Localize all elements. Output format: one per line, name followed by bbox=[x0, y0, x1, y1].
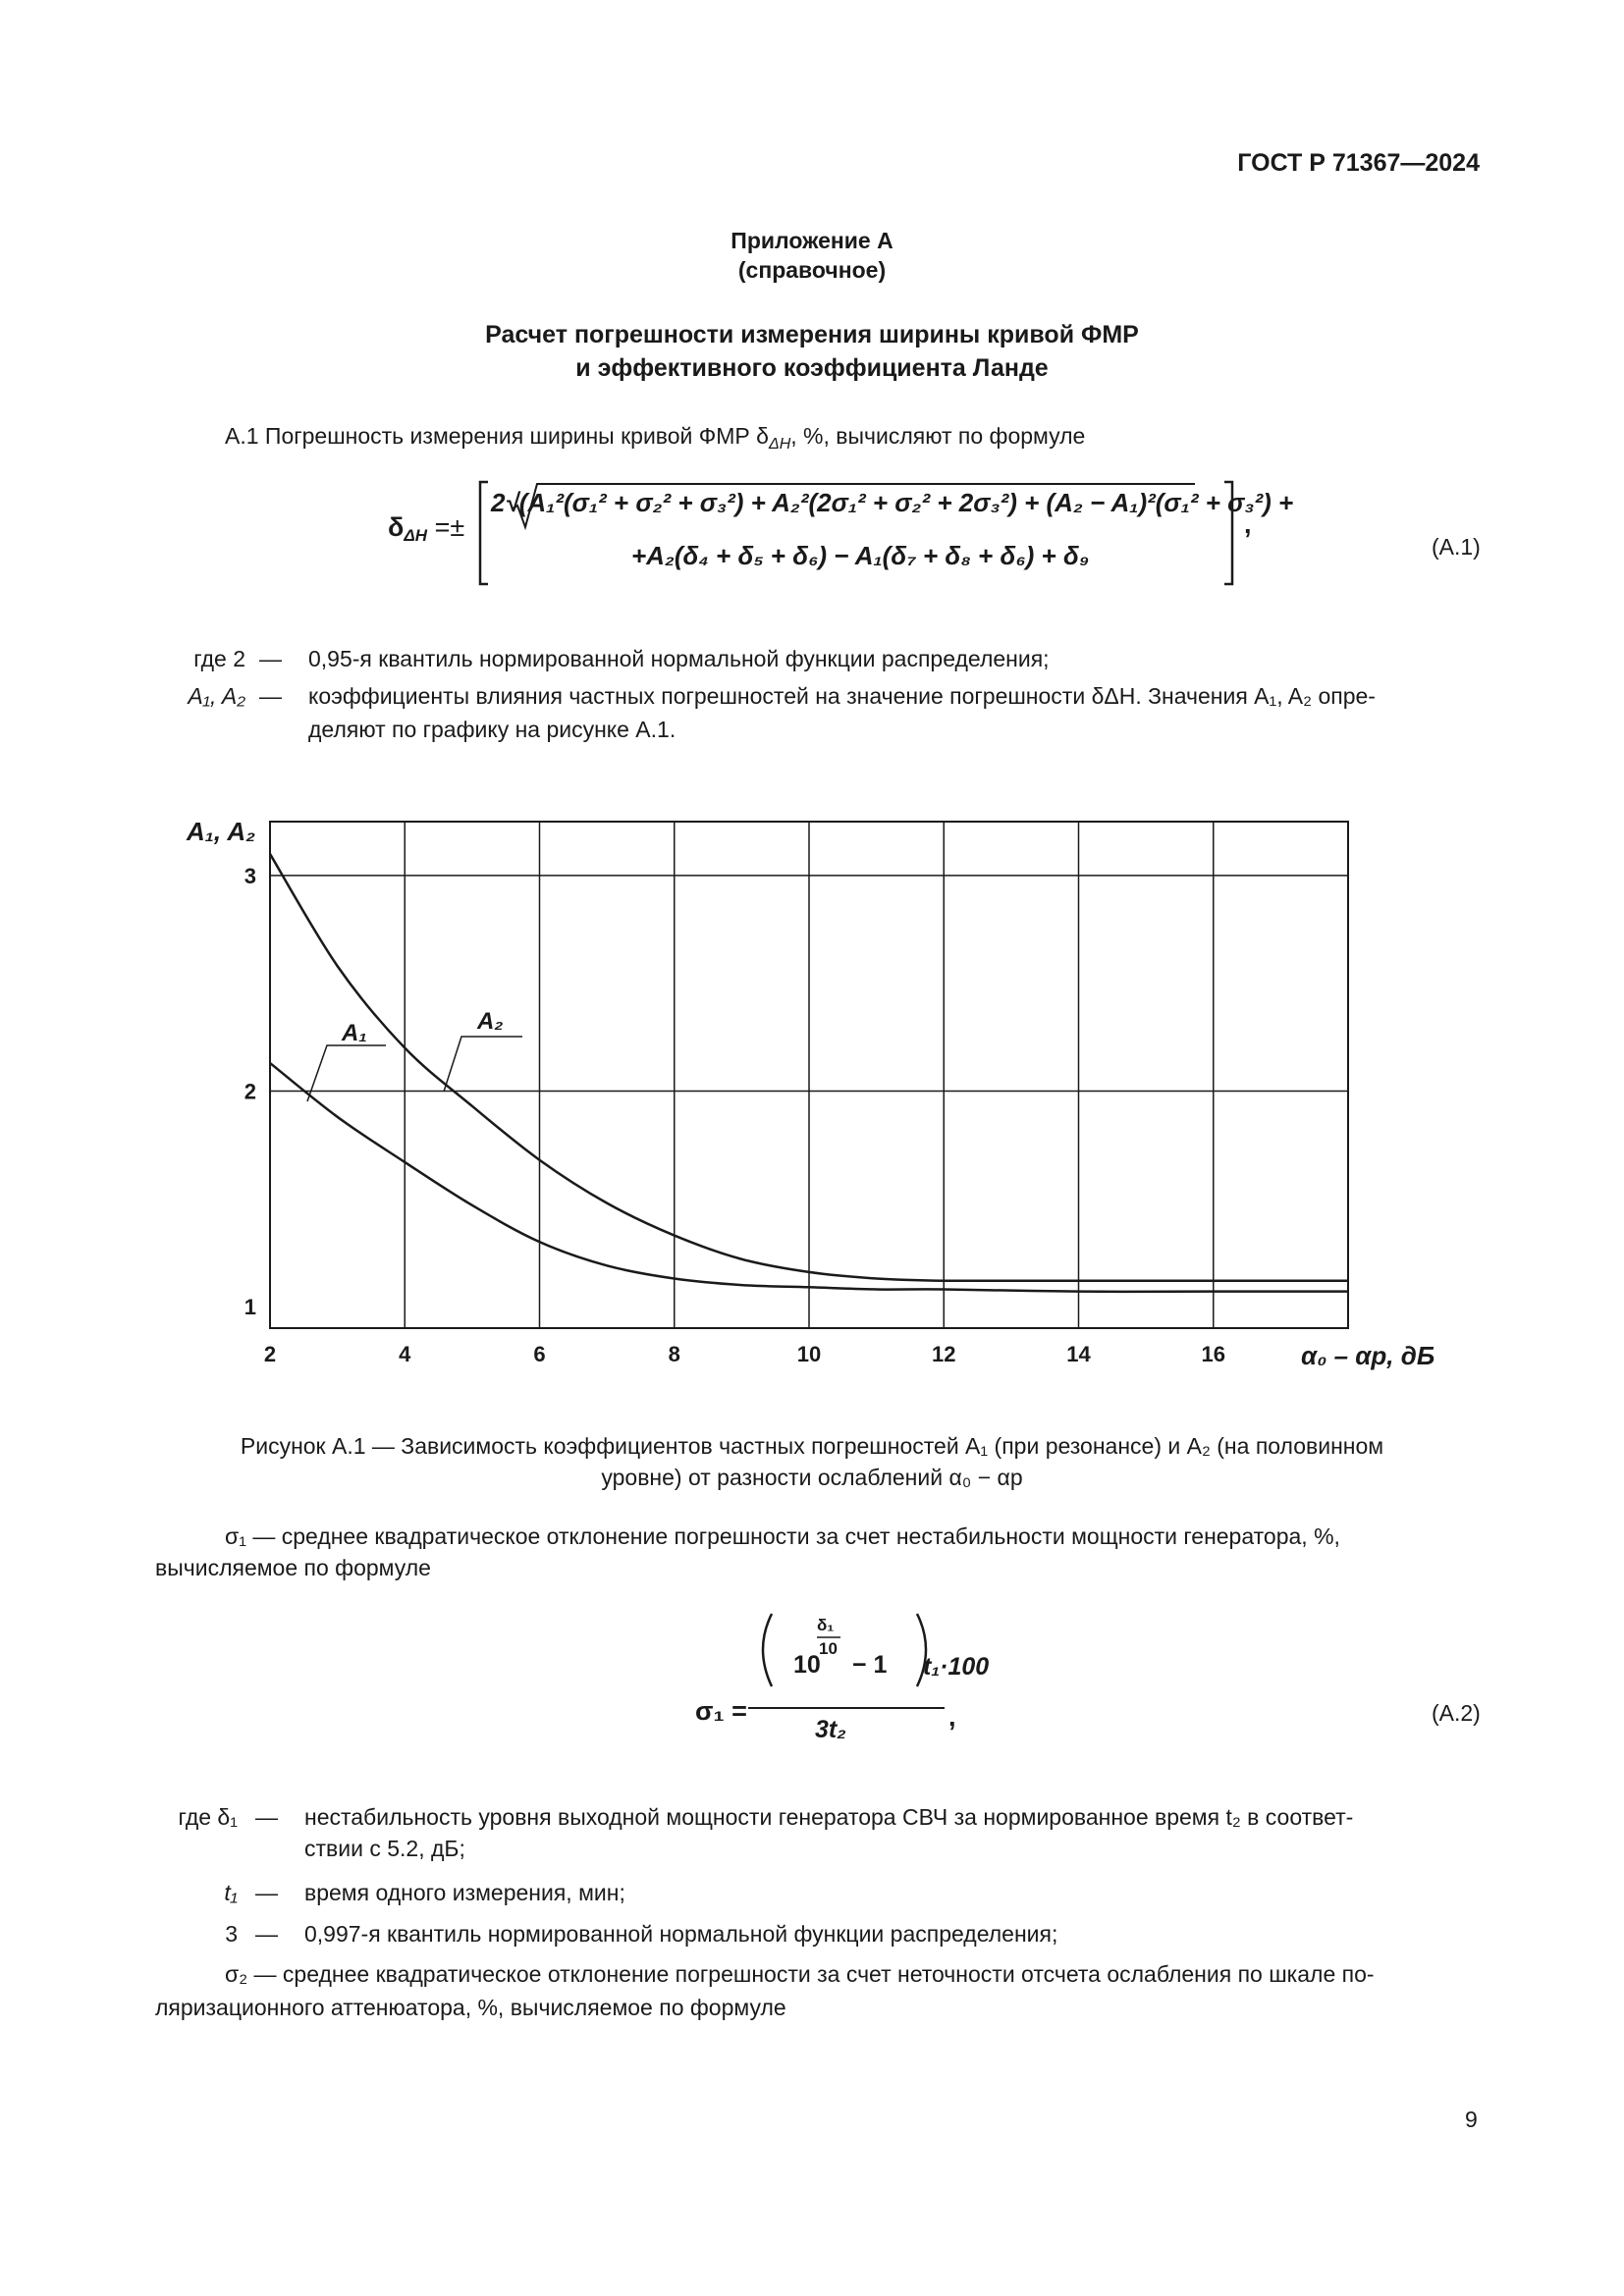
x-tick-label: 2 bbox=[263, 1342, 277, 1366]
curve-a1-label: A₁ bbox=[342, 1020, 367, 1046]
y-tick-label: 2 bbox=[244, 1079, 256, 1104]
formula-a2: σ₁ = δ₁ 10 10 − 1 t₁·100 3t₂ , bbox=[695, 1616, 990, 1743]
x-tick-label: 4 bbox=[399, 1342, 411, 1366]
y-tick-label: 1 bbox=[244, 1295, 256, 1320]
figure-chart bbox=[167, 805, 1453, 1384]
x-tick-label: 6 bbox=[533, 1342, 546, 1366]
legend2-row-3: 3 — 0,997-я квантиль нормированной нормальной функции распределения; bbox=[225, 1921, 1058, 1947]
curve-a2-label: A₂ bbox=[477, 1008, 504, 1035]
legend1-row-1: где 2 — 0,95-я квантиль нормированной нормальной функции распределения; bbox=[193, 646, 1050, 671]
para-a1: А.1 Погрешность измерения ширины кривой ФМР $\delta_{\Delta H}$, %, вычисляют по формуле bbox=[225, 423, 1086, 453]
sigma2-line1: σ₂ — среднее квадратическое отклонение погрешности за счет неточности отсчета ослабления по шкале по- bbox=[225, 1961, 1375, 1987]
chart-y-label: A₁, A₂ bbox=[187, 817, 256, 846]
section-title-line2: и эффективного коэффициента Ланде bbox=[575, 354, 1049, 382]
formula-a1-number: (А.1) bbox=[1432, 534, 1481, 560]
sigma1-intro-line1: σ₁ — среднее квадратическое отклонение погрешности за счет нестабильности мощности генератора, %, bbox=[225, 1523, 1340, 1549]
figure-caption-line1: Рисунок А.1 — Зависимость коэффициентов частных погрешностей A₁ (при резонансе) и A₂ (на половинном bbox=[240, 1433, 1384, 1459]
x-tick-label: 8 bbox=[668, 1342, 680, 1366]
legend2-row-1: где δ₁ — нестабильность уровня выходной мощности генератора СВЧ за нормированное время t₂ в соответ- ствии с 5.2, дБ; bbox=[178, 1804, 1354, 1861]
y-tick-label: 3 bbox=[244, 863, 256, 888]
chart-x-label: α₀ – αр, дБ bbox=[1301, 1341, 1435, 1370]
sigma2-line2: ляризационного аттенюатора, %, вычисляемое по формуле bbox=[155, 1995, 786, 2020]
formula-a1-line2: +A₂(δ₄ + δ₅ + δ₆) − A₁(δ₇ + δ₈ + δ₆) + δ₉ bbox=[631, 541, 1090, 570]
x-tick-label: 14 bbox=[1066, 1342, 1091, 1366]
legend1-row-2: A₁, A₂ — коэффициенты влияния частных погрешностей на значение погрешности δΔH. Значения A₁, A₂ опре- деляют по графику на рисунке А.1. bbox=[188, 683, 1376, 742]
curve-a1-leader bbox=[307, 1045, 386, 1101]
appendix-type: (справочное) bbox=[737, 257, 887, 283]
sigma1-intro-line2: вычисляемое по формуле bbox=[155, 1555, 431, 1580]
curve-a2-leader bbox=[444, 1037, 522, 1092]
formula-a1-lhs: $\delta_{\Delta H}$ =± bbox=[388, 512, 465, 545]
section-title-line1: Расчет погрешности измерения ширины кривой ФМР bbox=[485, 321, 1139, 348]
appendix-title: Приложение А bbox=[731, 228, 893, 253]
figure-caption-line2: уровне) от разности ослаблений α₀ − αр bbox=[601, 1465, 1023, 1490]
formula-a1-line1: 2√(A₁²(σ₁² + σ₂² + σ₃²) + A₂²(2σ₁² + σ₂² + 2σ₃²) + (A₂ − A₁)²(σ₁² + σ₃²) + bbox=[491, 488, 1294, 517]
x-tick-label: 16 bbox=[1201, 1342, 1225, 1366]
formula-a1: $\delta_{\Delta H}$ =± 2√(A₁²(σ₁² + σ₂² + σ₃²) + A₂²(2σ₁² + σ₂² + 2σ₃²) + (A₂ − A₁)²(σ₁² + σ₃²) + +A₂(δ₄ + δ₅ + δ₆) − A₁(δ₇ + δ₈ + δ₆) + δ₉ , bbox=[388, 480, 1272, 588]
standard-number: ГОСТ Р 71367—2024 bbox=[1237, 149, 1480, 177]
page-number: 9 bbox=[1465, 2107, 1478, 2132]
legend2-row-2: t₁ — время одного измерения, мин; bbox=[224, 1880, 625, 1905]
formula-a2-number: (А.2) bbox=[1432, 1700, 1481, 1726]
x-tick-label: 12 bbox=[932, 1342, 956, 1366]
x-tick-label: 10 bbox=[796, 1342, 822, 1366]
